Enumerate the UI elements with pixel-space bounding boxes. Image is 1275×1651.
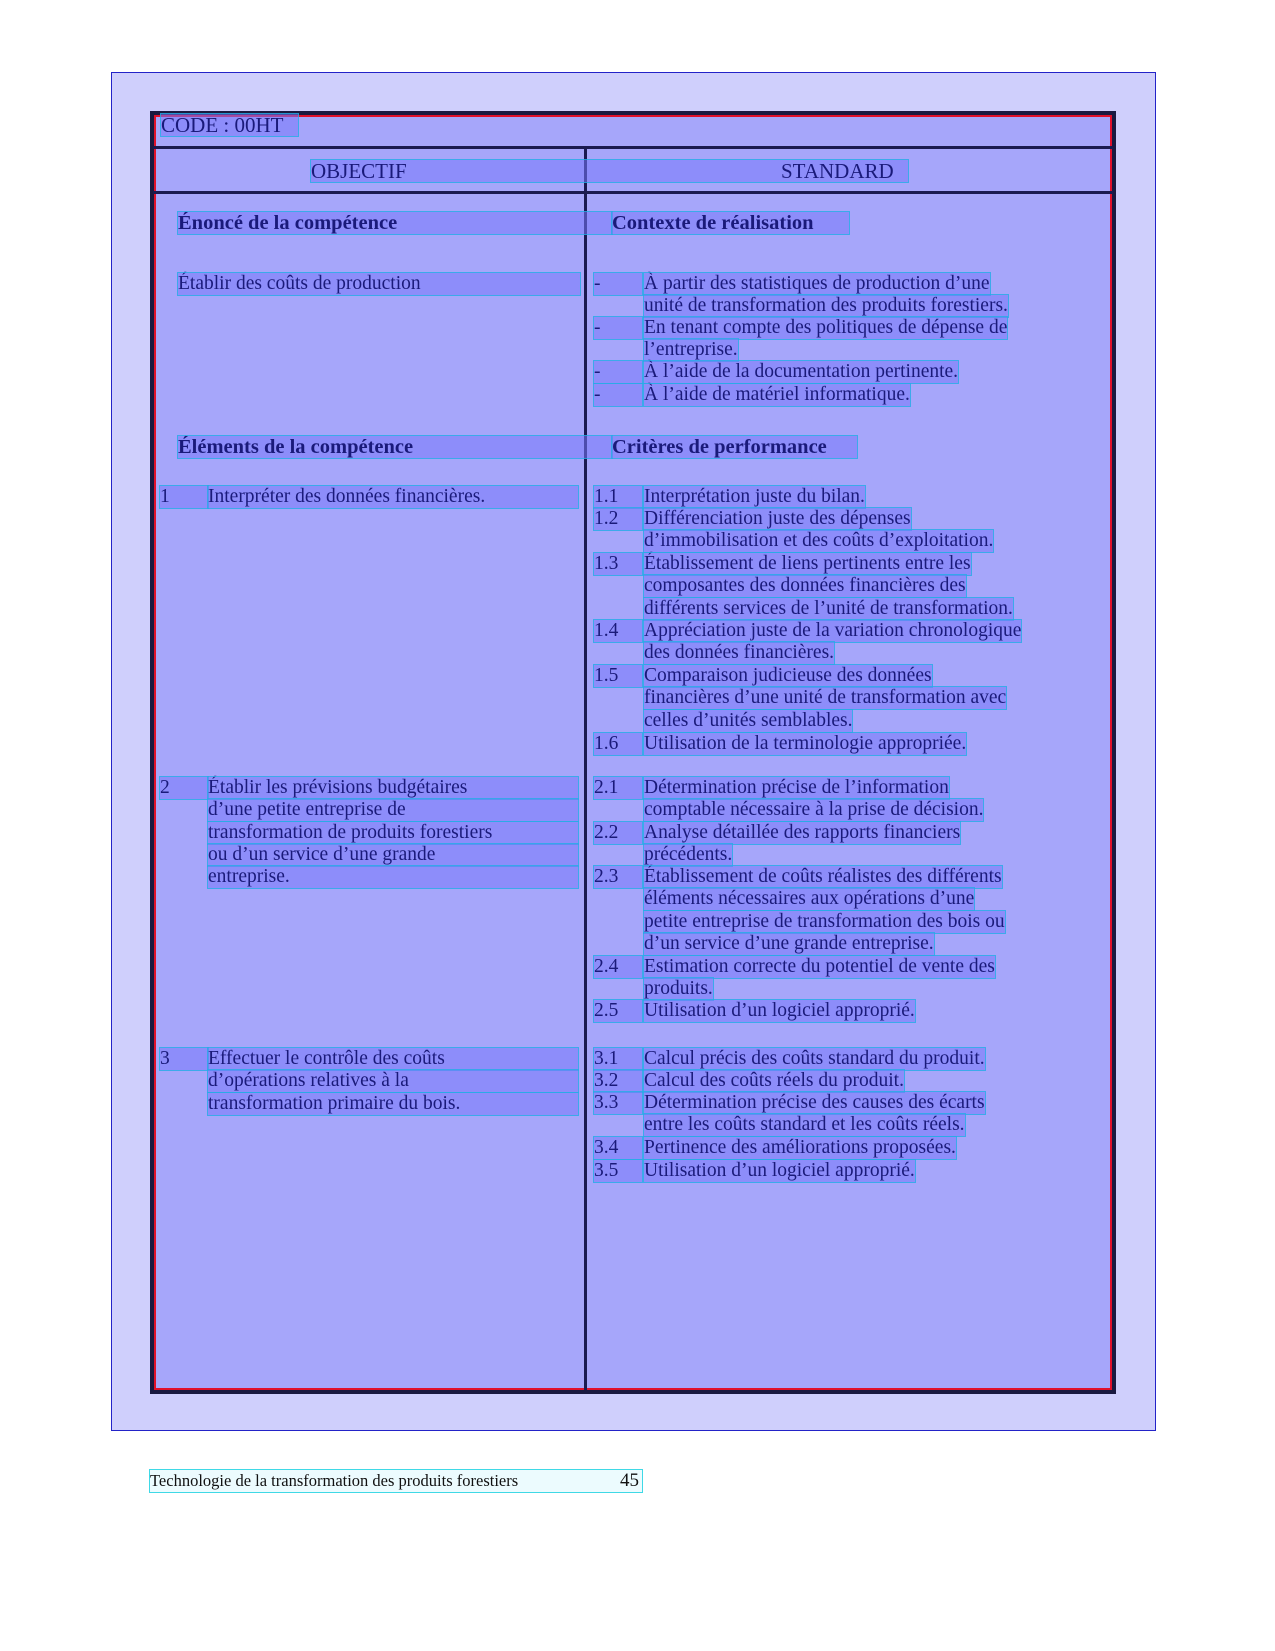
critere-text-line: Comparaison judicieuse des données xyxy=(644,665,932,686)
header-objectif: OBJECTIF xyxy=(311,159,407,183)
critere-number: 1.1 xyxy=(594,486,642,508)
critere-text-line: Différenciation juste des dépenses xyxy=(644,508,911,529)
element-text-line: Effectuer le contrôle des coûts xyxy=(208,1048,578,1070)
critere-text-line: éléments nécessaires aux opérations d’une xyxy=(644,888,975,910)
header-divider-top xyxy=(153,146,1113,149)
contexte-bullet: - xyxy=(594,273,642,295)
critere-number: 3.1 xyxy=(594,1048,642,1070)
contexte-bullet: - xyxy=(594,384,642,406)
element-number: 2 xyxy=(160,777,208,799)
critere-text-line: Calcul précis des coûts standard du produit. xyxy=(644,1048,985,1069)
header-divider-bottom xyxy=(153,191,1113,194)
critere-text-line: composantes des données financières des xyxy=(644,575,966,597)
critere-text-line: Établissement de liens pertinents entre les xyxy=(644,553,971,574)
critere-text-line: d’immobilisation et des coûts d’exploitation. xyxy=(644,530,994,552)
critere-number: 1.4 xyxy=(594,620,642,642)
contexte-text-line: À l’aide de matériel informatique. xyxy=(644,384,910,405)
critere-number: 2.3 xyxy=(594,866,642,888)
critere-text-line: Utilisation de la terminologie appropriée. xyxy=(644,733,967,754)
critere-number: 1.5 xyxy=(594,665,642,687)
critere-text-line: Utilisation d’un logiciel approprié. xyxy=(644,1160,915,1181)
critere-number: 1.3 xyxy=(594,553,642,575)
enonce-text: Établir des coûts de production xyxy=(178,273,580,295)
critere-text-line: celles d’unités semblables. xyxy=(644,709,853,731)
code-label: CODE : 00HT xyxy=(161,114,298,136)
critere-number: 1.6 xyxy=(594,733,642,755)
page-number: 45 xyxy=(620,1470,639,1491)
element-text-line: d’opérations relatives à la xyxy=(208,1070,578,1092)
critere-text-line: comptable nécessaire à la prise de décision. xyxy=(644,799,984,821)
elements-title: Éléments de la compétence xyxy=(178,436,612,458)
critere-text-line: Calcul des coûts réels du produit. xyxy=(644,1070,904,1091)
critere-text-line: des données financières. xyxy=(644,642,835,664)
critere-text-line: entre les coûts standard et les coûts réels. xyxy=(644,1114,965,1136)
critere-number: 2.5 xyxy=(594,1000,642,1022)
contexte-text-line: l’entreprise. xyxy=(644,339,738,361)
column-divider xyxy=(584,148,587,1390)
header-standard: STANDARD xyxy=(781,159,894,183)
contexte-title: Contexte de réalisation xyxy=(612,212,849,234)
critere-number: 3.2 xyxy=(594,1070,642,1092)
critere-number: 2.2 xyxy=(594,822,642,844)
criteres-title: Critères de performance xyxy=(612,436,857,458)
footer xyxy=(150,1470,642,1492)
contexte-text-line: En tenant compte des politiques de dépense de xyxy=(644,317,1008,338)
critere-text-line: Interprétation juste du bilan. xyxy=(644,486,865,507)
contexte-bullet: - xyxy=(594,317,642,339)
critere-text-line: précédents. xyxy=(644,844,733,866)
critere-text-line: petite entreprise de transformation des bois ou xyxy=(644,910,1005,932)
critere-text-line: financières d’une unité de transformation avec xyxy=(644,687,1007,709)
critere-text-line: Détermination précise des causes des écarts xyxy=(644,1092,985,1113)
critere-number: 2.4 xyxy=(594,956,642,978)
enonce-title: Énoncé de la compétence xyxy=(178,212,612,234)
contexte-text-line: unité de transformation des produits forestiers. xyxy=(644,295,1008,317)
contexte-bullet: - xyxy=(594,361,642,383)
critere-text-line: Pertinence des améliorations proposées. xyxy=(644,1137,956,1158)
critere-text-line: Appréciation juste de la variation chronologique xyxy=(644,620,1022,641)
critere-number: 3.3 xyxy=(594,1092,642,1114)
critere-text-line: Analyse détaillée des rapports financiers xyxy=(644,822,961,843)
critere-text-line: Utilisation d’un logiciel approprié. xyxy=(644,1000,915,1021)
critere-text-line: Détermination précise de l’information xyxy=(644,777,949,798)
element-text-line: ou d’un service d’une grande xyxy=(208,844,578,866)
critere-number: 3.4 xyxy=(594,1137,642,1159)
critere-number: 3.5 xyxy=(594,1160,642,1182)
contexte-text-line: À l’aide de la documentation pertinente. xyxy=(644,361,959,382)
element-text-line: transformation de produits forestiers xyxy=(208,822,578,844)
element-text-line: Interpréter des données financières. xyxy=(208,486,578,508)
contexte-text-line: À partir des statistiques de production d’une xyxy=(644,273,990,294)
footer-title: Technologie de la transformation des produits forestiers xyxy=(150,1471,519,1490)
critere-text-line: produits. xyxy=(644,978,713,1000)
critere-text-line: d’un service d’une grande entreprise. xyxy=(644,932,934,954)
critere-text-line: Estimation correcte du potentiel de vente des xyxy=(644,956,995,977)
critere-text-line: différents services de l’unité de transformation. xyxy=(644,597,1013,619)
header-row xyxy=(311,160,908,182)
element-text-line: d’une petite entreprise de xyxy=(208,799,578,821)
element-number: 3 xyxy=(160,1048,208,1070)
critere-number: 2.1 xyxy=(594,777,642,799)
critere-text-line: Établissement de coûts réalistes des différents xyxy=(644,866,1002,887)
element-text-line: Établir les prévisions budgétaires xyxy=(208,777,578,799)
element-text-line: entreprise. xyxy=(208,866,578,888)
element-number: 1 xyxy=(160,486,208,508)
element-text-line: transformation primaire du bois. xyxy=(208,1093,578,1115)
critere-number: 1.2 xyxy=(594,508,642,530)
